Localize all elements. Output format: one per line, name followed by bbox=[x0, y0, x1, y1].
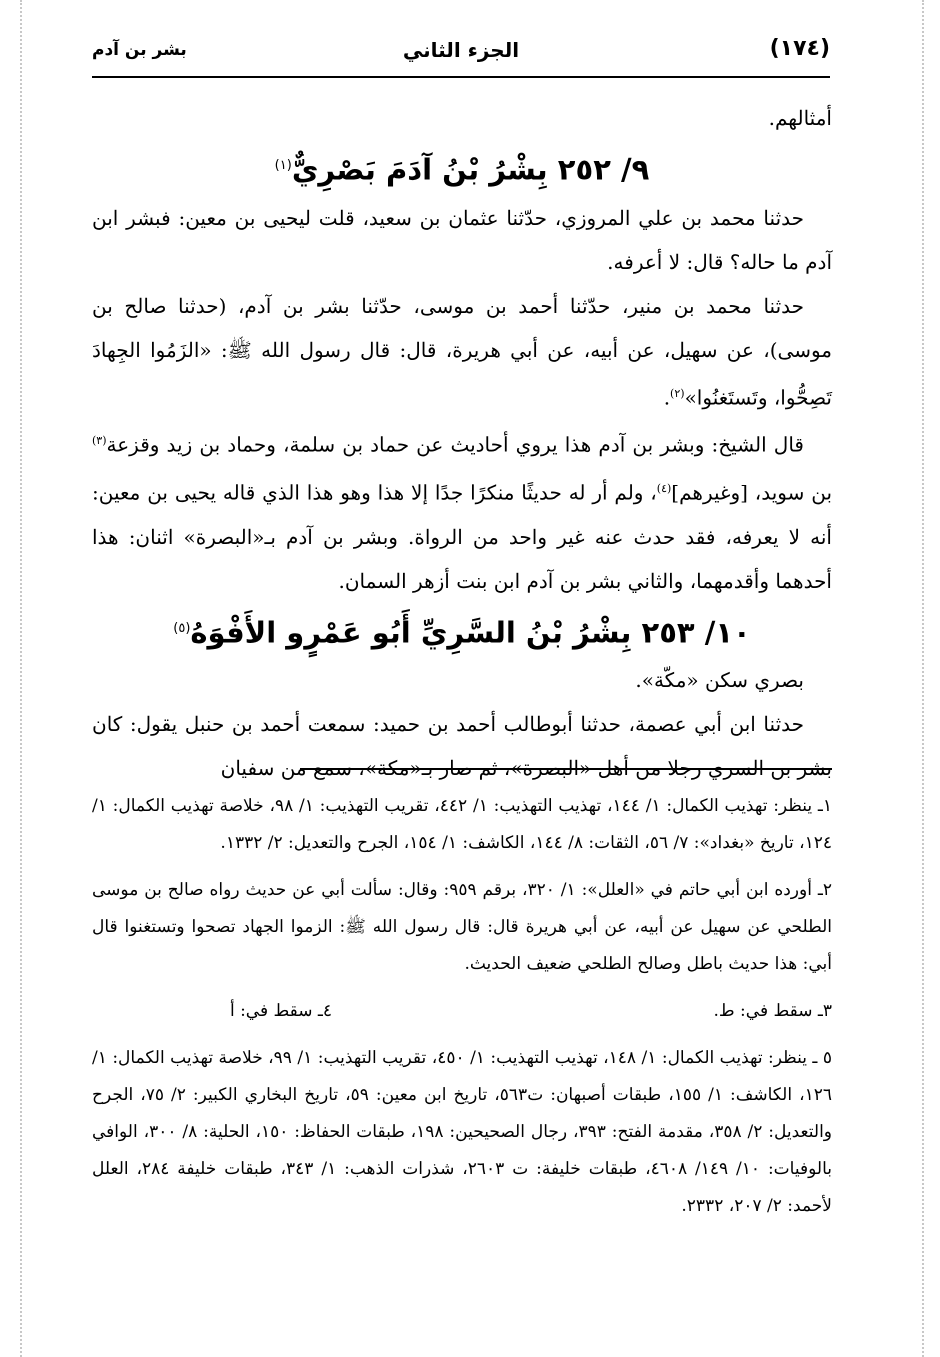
footnote-1: ١ـ ينظر: تهذيب الكمال: ١/ ١٤٤، تهذيب التهذيب: ١/ ٤٤٢، تقريب التهذيب: ١/ ٩٨، خلاصة تهذيب الكمال: ١/ ١٢٤، تاريخ «بغداد»: ٧/ ٥٦، الثقات: ٨/ ١٤٤، الكاشف: ١/ ١٥٤، الجرح والتعديل: ٢/ ١٣٣٢. bbox=[92, 796, 833, 853]
footnotes-3-4 bbox=[92, 993, 832, 1030]
footnote-ref-2: (٢) bbox=[670, 386, 685, 400]
main-text bbox=[92, 96, 832, 790]
paragraph-2: حدثنا محمد بن منير، حدّثنا أحمد بن موسى، حدّثنا بشر بن آدم، (حدثنا صالح بن موسى)، عن سهيل، عن أبيه، عن أبي هريرة، قال: قال رسول الله ﷺ: «الزَمُوا الجِهادَ تَصِحُّوا، وتَستَغنُوا»$^{(٢)}$. bbox=[92, 293, 832, 410]
footnote-ref-4: (٤) bbox=[656, 481, 672, 495]
footnote-5: ٥ ـ ينظر: تهذيب الكمال: ١/ ١٤٨، تهذيب التهذيب: ١/ ٤٥٠، تقريب التهذيب: ١/ ٩٩، خلاصة تهذيب الكمال: ١/ ١٢٦، الكاشف: ١/ ١٥٥، طبقات أصبهان: ت٥٦٣، تاريخ ابن معين: ٥٩، تاريخ البخاري الكبير: ٢/ ٧٥، الجرح والتعديل: ٢/ ٣٥٨، مقدمة الفتح: ٣٩٣، رجال الصحيحين: ١٩٨، طبقات الحفاظ: ١٥٠، الحلية: ٨/ ٣٠٠، الوافي بالوفيات: ١٠/ ١٤٩/ ٤٦٠٨، طبقات خليفة: ت ٢٦٠٣، شذرات الذهب: ١/ ٣٤٣، طبقات خليفة ٢٨٤، العلل لأحمد: ٢/ ٢٠٧، ٢٣٣٢. bbox=[92, 1048, 832, 1216]
page-number: (١٧٤) bbox=[769, 36, 830, 61]
page-header bbox=[92, 36, 830, 76]
footnotes bbox=[92, 788, 832, 1235]
paragraph-3-text-a: قال الشيخ: وبشر بن آدم هذا يروي أحاديث عن حماد بن سلمة، وحماد بن زيد وقزعة bbox=[106, 432, 804, 457]
paragraph-3-text-b: بن سويد، [وغيرهم] bbox=[671, 480, 833, 505]
paragraph-intro: أمثالهم. bbox=[768, 106, 832, 130]
entry-heading-text: ٩/ ٢٥٢ بِشْرُ بْنُ آدَمَ بَصْرِيٌّ bbox=[291, 152, 650, 187]
paragraph-5: حدثنا ابن أبي عصمة، حدثنا أبوطالب أحمد بن حميد: سمعت أحمد بن حنبل يقول: كان بشر بن السري رجلا من أهل «البصرة»، ثم صار بـ«مكة»، سمع من سفيان bbox=[92, 712, 832, 781]
left-margin-dots bbox=[20, 0, 24, 1357]
paragraph-3-text-c: ، ولم أر له حديثًا منكرًا جدًا إلا هذا وهو هذا الذي قاله يحيى بن معين: أنه لا يعرفه، فقد حدث عنه غير واحد من الرواة. وبشر بن آدم بـ«البصرة» اثنان: هذا أحدهما وأقدمهما، والثاني بشر بن آدم ابن بنت أزهر السمان. bbox=[92, 480, 832, 593]
footnote-ref-3: (٣) bbox=[92, 434, 107, 448]
entry-heading-252 bbox=[92, 140, 832, 196]
paragraph-2-text: حدثنا محمد بن منير، حدّثنا أحمد بن موسى، حدّثنا بشر بن آدم، (حدثنا صالح بن موسى)، عن سهيل، عن أبيه، عن أبي هريرة، قال: قال رسول الله ﷺ: «الزَمُوا الجِهادَ تَصِحُّوا، وتَستَغنُوا» bbox=[92, 293, 832, 410]
entry-heading-253 bbox=[92, 603, 832, 659]
header-rule bbox=[92, 76, 830, 78]
footnote-rule bbox=[300, 768, 832, 770]
running-title: بشر بن آدم bbox=[92, 40, 187, 60]
footnote-ref-5: (٥) bbox=[173, 620, 191, 636]
right-margin-dots bbox=[922, 0, 926, 1357]
footnote-4: ٤ـ سقط في: أ bbox=[229, 1001, 332, 1021]
footnote-3: ٣ـ سقط في: ط. bbox=[713, 1001, 832, 1021]
paragraph-1: حدثنا محمد بن علي المروزي، حدّثنا عثمان بن سعيد، قلت ليحيى بن معين: فبشر ابن آدم ما حاله؟ قال: لا أعرفه. bbox=[92, 205, 832, 274]
footnote-2: ٢ـ أورده ابن أبي حاتم في «العلل»: ١/ ٣٢٠، برقم ٩٥٩: وقال: سألت أبي عن حديث رواه صالح بن موسى الطلحي عن سهيل عن أبيه، عن أبي هريرة قال: قال رسول الله ﷺ: الزموا الجهاد تصحوا وتستغنوا قال أبي: هذا حديث باطل وصالح الطلحي ضعيف الحديث. bbox=[92, 880, 832, 974]
paragraph-4: بصري سكن «مكّة». bbox=[635, 668, 804, 693]
footnote-ref-1: (١) bbox=[274, 158, 292, 173]
volume-title: الجزء الثاني bbox=[402, 38, 520, 62]
paragraph-3 bbox=[92, 419, 832, 602]
entry-heading-text: ١٠/ ٢٥٣ بِشْرُ بْنُ السَّرِيِّ أَبُو عَمْرٍو الأَفْوَهُ bbox=[190, 615, 751, 650]
